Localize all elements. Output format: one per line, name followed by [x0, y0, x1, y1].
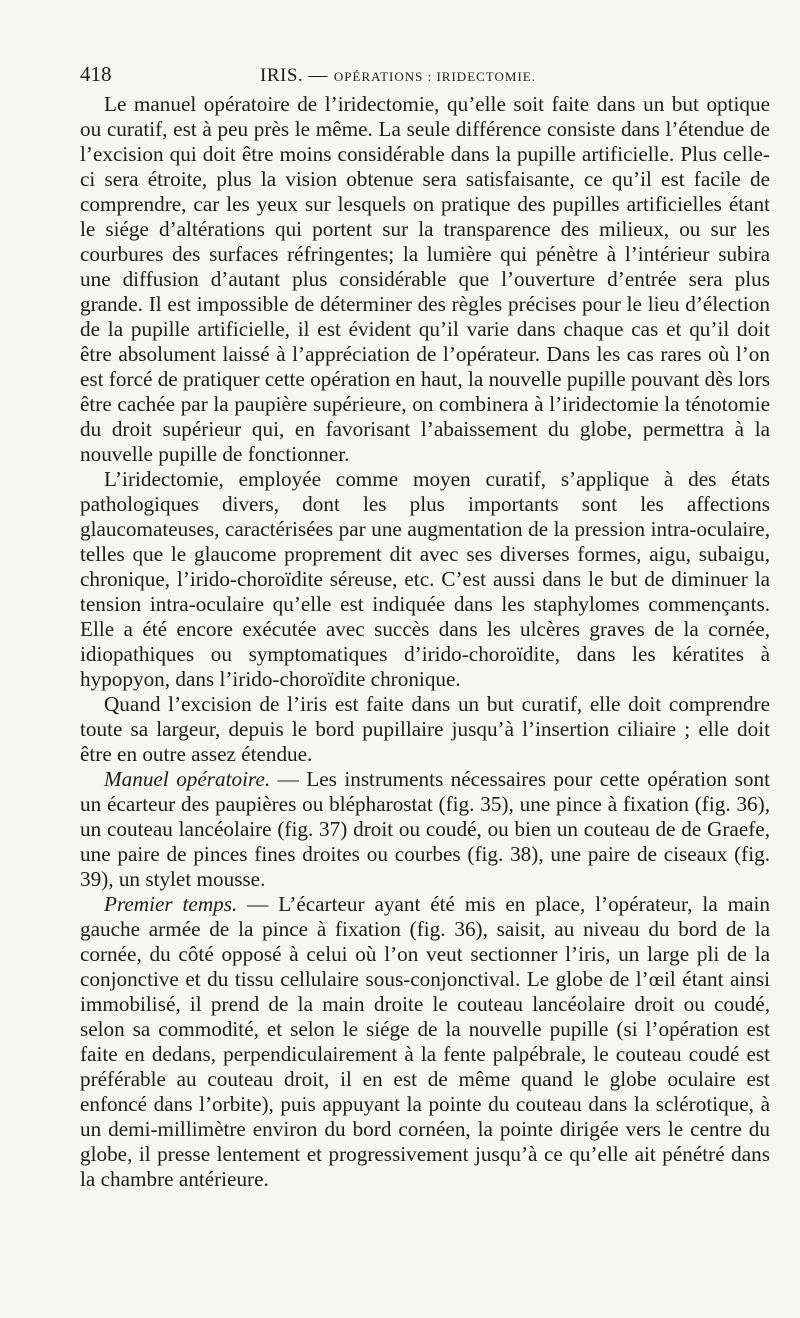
running-head-subtitle: OPÉRATIONS : IRIDECTOMIE. — [333, 69, 536, 84]
paragraph-iridectomie-curative — [80, 467, 770, 692]
paragraph-lead: Premier temps. — [104, 892, 238, 916]
running-head-title: IRIS. — — [260, 65, 328, 86]
paragraph-text: — L’écarteur ayant été mis en place, l’opérateur, la main gauche armée de la pince à fixation (fig. 36), saisit, au niveau du bord de la cornée, du côté opposé à celui où l’on veut sectionner l’iris, un large pli de la conjonctive et du tissu cellulaire sous-conjonctival. Le globe de l’œil étant ainsi immobilisé, il prend de la main droite le couteau lancéolaire droit ou coudé, selon sa commodité, et selon le siége de la nouvelle pupille (si l’opération est faite en dedans, perpendiculairement à la fente palpébrale, le couteau coudé est préférable au couteau droit, il en est de même quand le globe oculaire est enfoncé dans l’orbite), puis appuyant la pointe du couteau dans la sclérotique, à un demi-millimètre environ du bord cornéen, la pointe dirigée vers le centre du globe, il presse lentement et progressivement jusqu’à ce qu’elle ait pénétré dans la chambre antérieure. — [80, 892, 770, 1191]
paragraph-text: Quand l’excision de l’iris est faite dans un but curatif, elle doit comprendre toute sa largeur, depuis le bord pupillaire jusqu’à l’insertion ciliaire ; elle doit être en outre assez étendue. — [80, 692, 770, 766]
paragraph-text: Le manuel opératoire de l’iridectomie, qu’elle soit faite dans un but optique ou curatif, est à peu près le même. La seule différence consiste dans l’étendue de l’excision qui doit être moins considérable dans la pupille artificielle. Plus celle-ci sera étroite, plus la vision obtenue sera satisfaisante, ce qu’il est facile de comprendre, car les yeux sur lesquels on pratique des pupilles artificielles étant le siége d’altérations qui portent sur la transparence des milieux, ou sur les courbures des surfaces réfringentes; la lumière qui pénètre à l’intérieur subira une diffusion d’autant plus considérable que l’ouverture d’entrée sera plus grande. Il est impossible de déterminer des règles précises pour le lieu d’élection de la pupille artificielle, il est évident qu’il varie dans chaque cas et qu’il doit être absolument laissé à l’appréciation de l’opérateur. Dans les cas rares où l’on est forcé de pratiquer cette opération en haut, la nouvelle pupille pouvant dès lors être cachée par la paupière supérieure, on combinera à l’iridectomie la ténotomie du droit supérieur qui, en favorisant l’abaissement du globe, permettra à la nouvelle pupille de fonctionner. — [80, 92, 770, 466]
paragraph-lead: Manuel opératoire. — [104, 767, 271, 791]
body-text — [80, 92, 770, 1192]
paragraph-excision-iris — [80, 692, 770, 767]
paragraph-premier-temps — [80, 892, 770, 1192]
page-number: 418 — [80, 62, 112, 86]
paragraph-instruments — [80, 767, 770, 892]
paragraph-text: — Les instruments nécessaires pour cette opération sont un écarteur des paupières ou blépharostat (fig. 35), une pince à fixation (fig. 36), un couteau lancéolaire (fig. 37) droit ou coudé, ou bien un couteau de de Graefe, une paire de pinces fines droites ou courbes (fig. 38), une paire de ciseaux (fig. 39), un stylet mousse. — [80, 767, 770, 891]
running-head — [80, 62, 770, 92]
paragraph-manuel-operatoire — [80, 92, 770, 467]
paragraph-text: L’iridectomie, employée comme moyen curatif, s’applique à des états pathologiques divers, dont les plus importants sont les affections glaucomateuses, caractérisées par une augmentation de la pression intra-oculaire, telles que le glaucome proprement dit avec ses diverses formes, aigu, subaigu, chronique, l’irido-choroïdite séreuse, etc. C’est aussi dans le but de diminuer la tension intra-oculaire qu’elle est indiquée dans les staphylomes commençants. Elle a été encore exécutée avec succès dans les ulcères graves de la cornée, idiopathiques ou symptomatiques d’irido-choroïdite, dans les kératites à hypopyon, dans l’irido-choroïdite chronique. — [80, 467, 770, 691]
